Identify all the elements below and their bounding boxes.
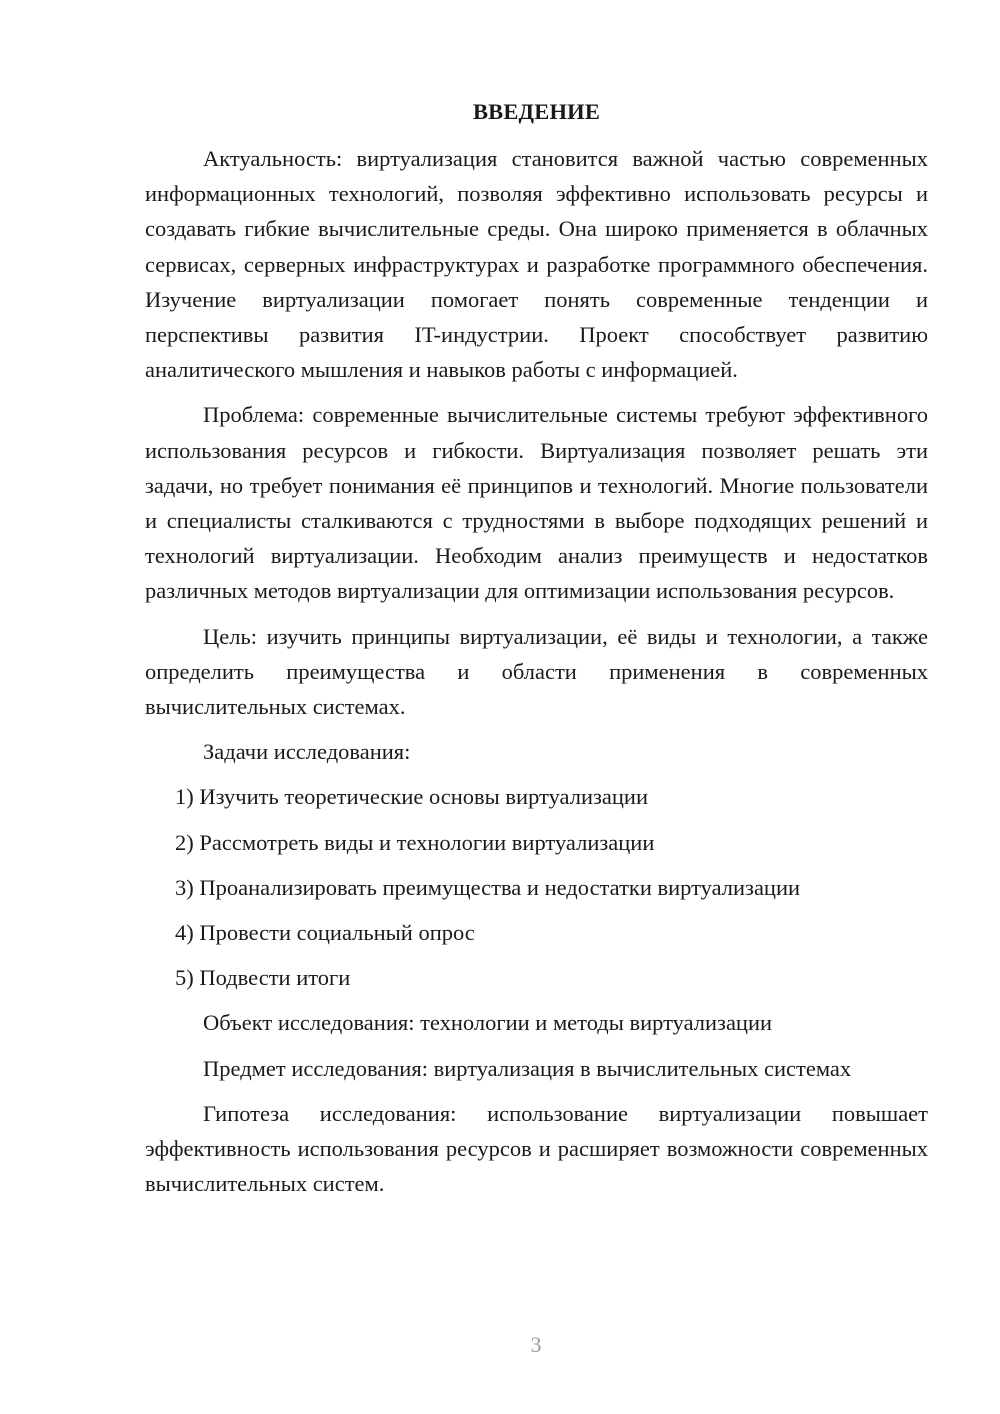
list-item: 2) Рассмотреть виды и технологии виртуализации bbox=[175, 829, 655, 855]
list-item: 4) Провести социальный опрос bbox=[175, 920, 475, 946]
document-body bbox=[145, 94, 928, 1211]
tasks-heading: Задачи исследования: bbox=[203, 739, 411, 765]
list-item: 3) Проанализировать преимущества и недостатки виртуализации bbox=[175, 874, 801, 900]
section-title: ВВЕДЕНИЕ bbox=[472, 99, 601, 124]
relevance-paragraph: Актуальность: виртуализация становится важной частью современных информационных технологий, позволяя эффективно использовать ресурсы и создавать гибкие вычислительные среды. Она широко применяется в облачных сервисах, серверных инфраструктурах и разработке программного обеспечения. Изучение виртуализации помогает понять современные тенденции и перспективы развития IT-индустрии. Проект способствует развитию аналитического мышления и навыков работы с информацией. bbox=[145, 146, 928, 383]
tasks-list bbox=[145, 779, 928, 995]
list-item: 1) Изучить теоретические основы виртуализации bbox=[175, 784, 648, 810]
research-hypothesis: Гипотеза исследования: использование виртуализации повышает эффективность использования ресурсов и расширяет возможности современных вычислительных систем. bbox=[145, 1100, 928, 1197]
page-number: 3 bbox=[530, 1332, 542, 1357]
research-object: Объект исследования: технологии и методы виртуализации bbox=[203, 1010, 773, 1036]
list-item: 5) Подвести итоги bbox=[175, 965, 351, 991]
problem-paragraph: Проблема: современные вычислительные системы требуют эффективного использования ресурсов и гибкости. Виртуализация позволяет решать эти задачи, но требует понимания её принципов и технологий. Многие пользователи и специалисты сталкиваются с трудностями в выборе подходящих решений и технологий виртуализации. Необходим анализ преимуществ и недостатков различных методов виртуализации для оптимизации использования ресурсов. bbox=[145, 402, 928, 604]
research-subject: Предмет исследования: виртуализация в вычислительных системах bbox=[203, 1055, 852, 1081]
goal-paragraph: Цель: изучить принципы виртуализации, её виды и технологии, а также определить преимущества и области применения в современных вычислительных системах. bbox=[145, 623, 928, 720]
